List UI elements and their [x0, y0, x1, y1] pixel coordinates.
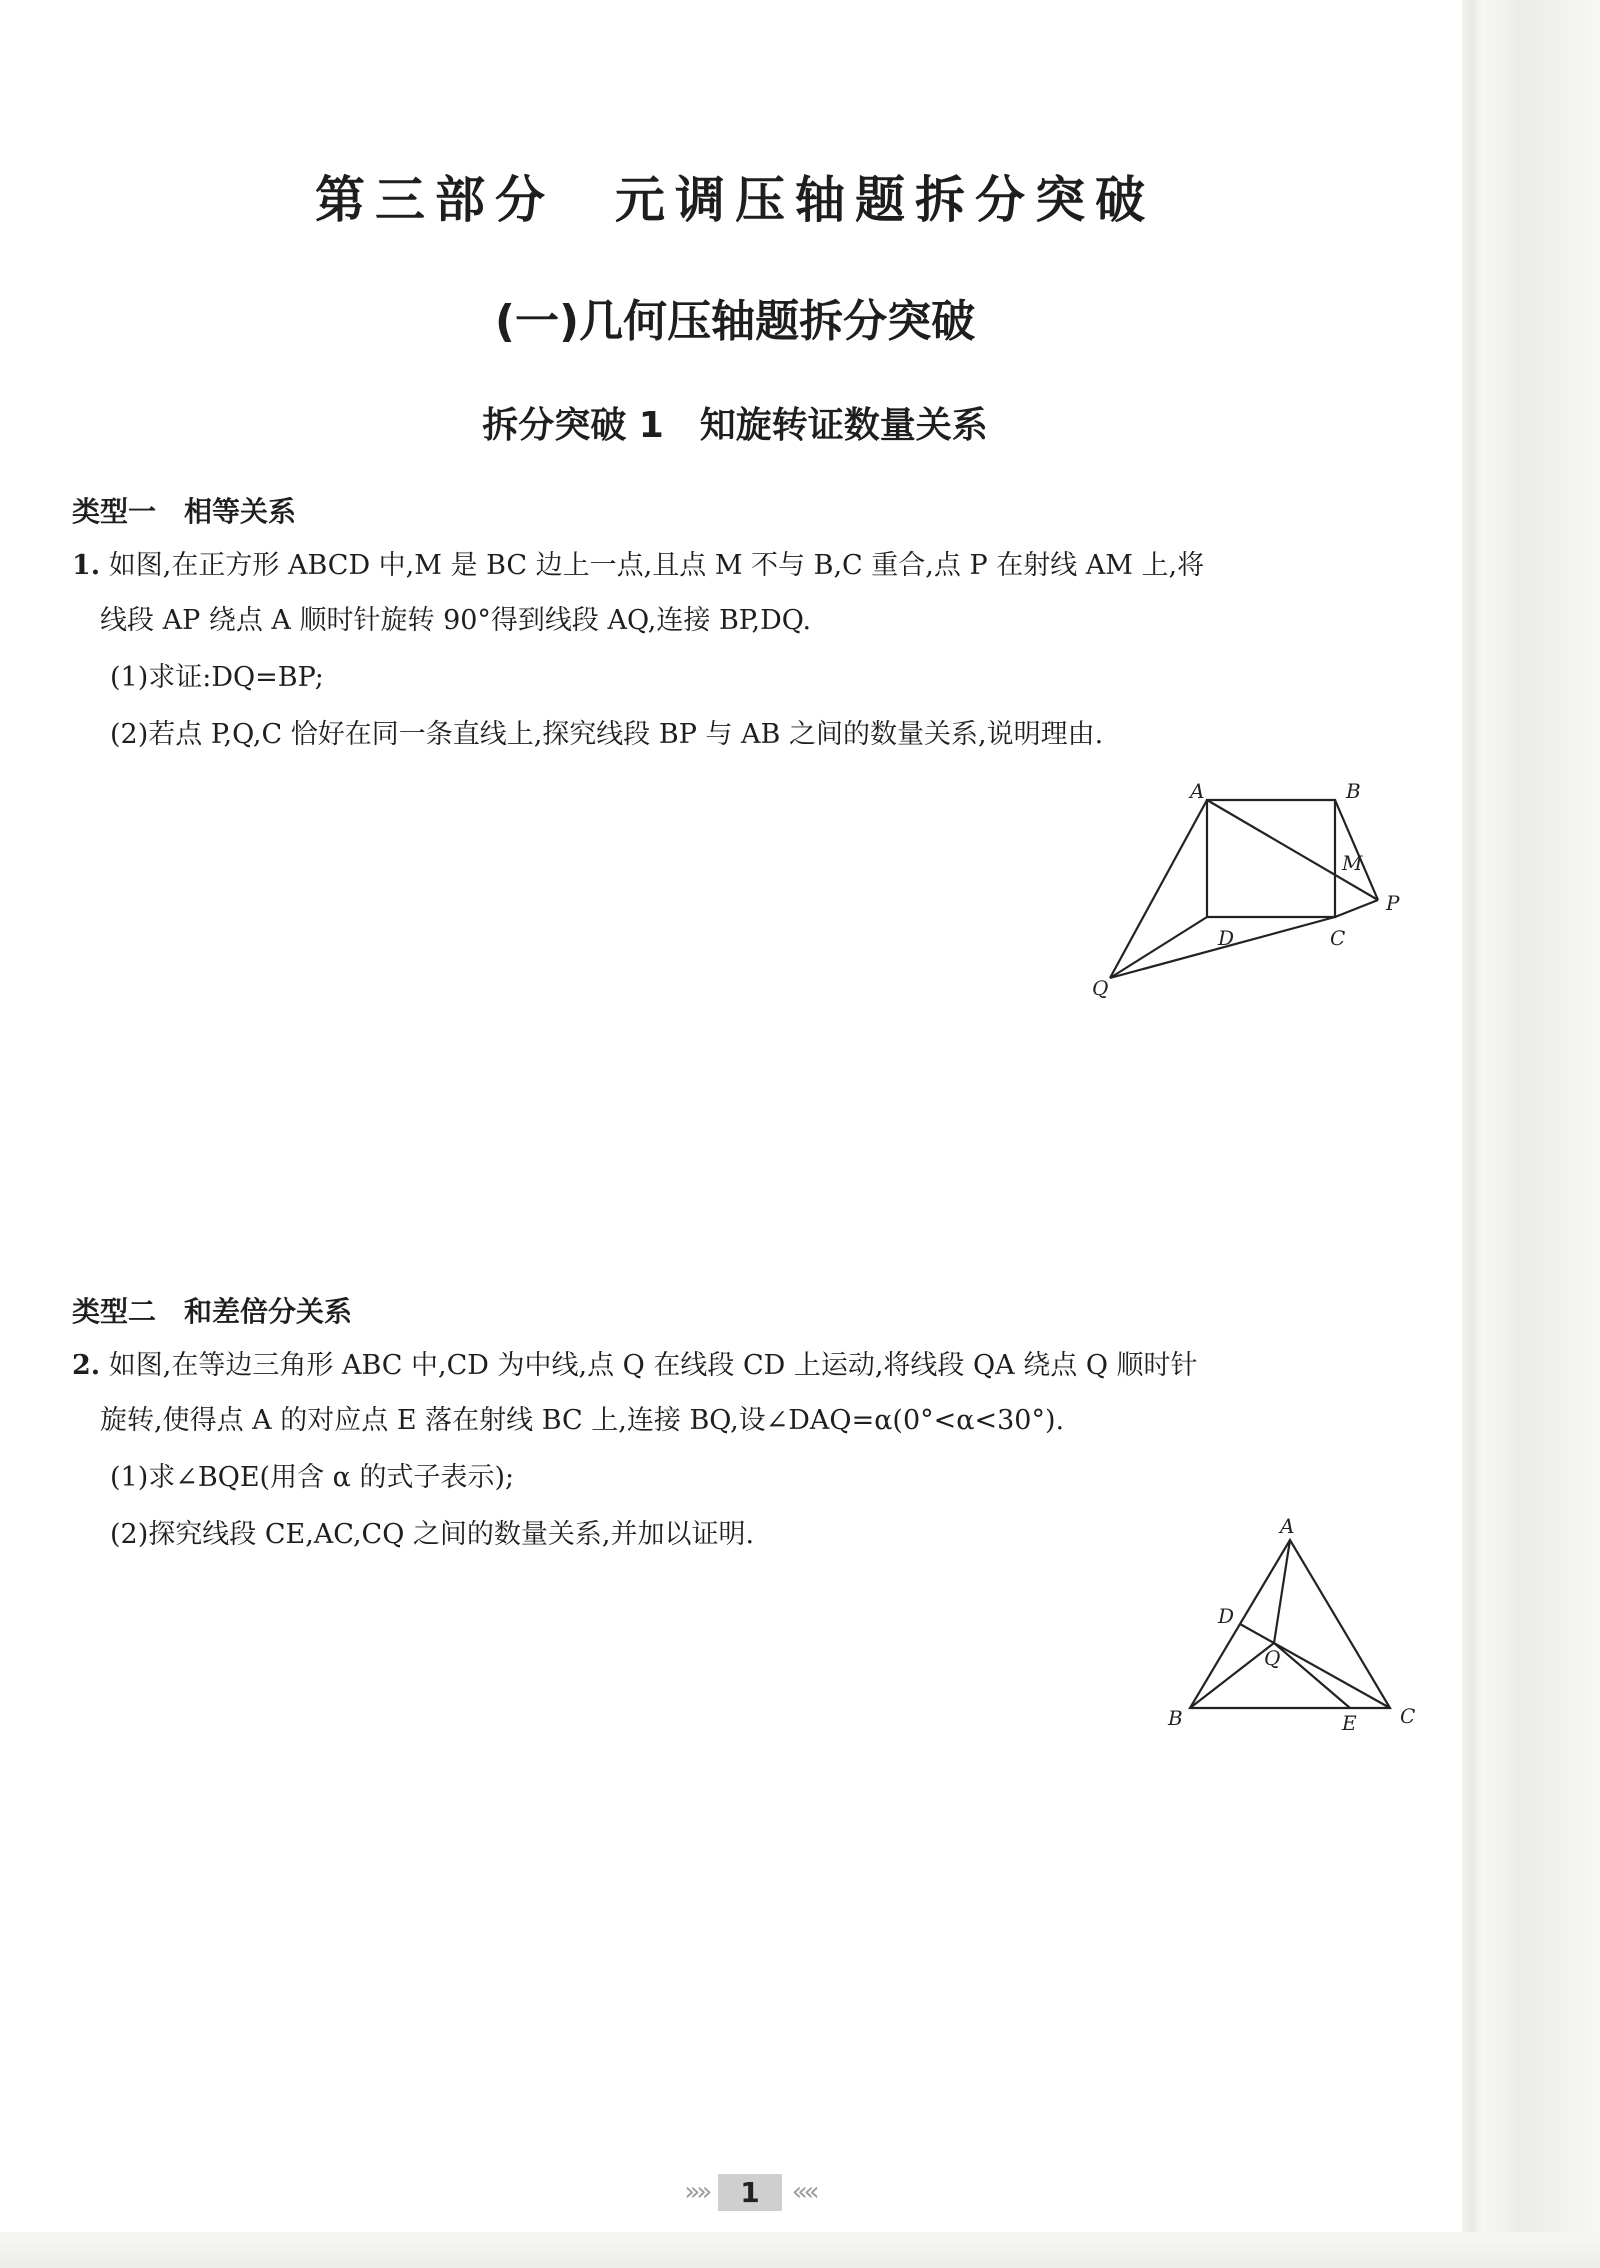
- label-a: A: [1280, 1514, 1295, 1538]
- q2-number: 2.: [72, 1350, 101, 1381]
- scan-edge-right: [1462, 0, 1600, 2268]
- segment-bq: [1190, 1643, 1274, 1708]
- scan-edge-bottom: [0, 2232, 1600, 2268]
- label-p: P: [1386, 891, 1400, 915]
- figure-square-rotation: [1080, 770, 1440, 1010]
- segment-bp: [1335, 800, 1378, 900]
- q1-line1: [72, 543, 1204, 582]
- q2-part2: (2)探究线段 CE,AC,CQ 之间的数量关系,并加以证明.: [110, 1519, 755, 1550]
- type1-heading: 类型一 相等关系: [72, 495, 297, 528]
- footer-right-arrows: ««: [791, 2177, 816, 2207]
- footer-left-arrows: »»: [684, 2177, 709, 2207]
- q1-number: 1.: [72, 550, 101, 581]
- label-c: C: [1330, 926, 1346, 950]
- label-d: D: [1218, 1604, 1235, 1628]
- q1-part2: (2)若点 P,Q,C 恰好在同一条直线上,探究线段 BP 与 AB 之间的数量关系,说明理由.: [110, 719, 1104, 750]
- type2-heading: 类型二 和差倍分关系: [72, 1295, 353, 1328]
- label-b: B: [1346, 779, 1361, 803]
- segment-cp: [1335, 900, 1378, 917]
- q1-line2: 线段 AP 绕点 A 顺时针旋转 90°得到线段 AQ,连接 BP,DQ.: [100, 605, 812, 636]
- segment-aq: [1110, 800, 1207, 978]
- q2-line2: 旋转,使得点 A 的对应点 E 落在射线 BC 上,连接 BQ,设∠DAQ=α(0°<α<30°).: [100, 1405, 1065, 1436]
- label-d: D: [1218, 926, 1235, 950]
- part-title: 第三部分 元调压轴题拆分突破: [315, 170, 1155, 229]
- label-e: E: [1342, 1711, 1357, 1735]
- chapter-title: (一)几何压轴题拆分突破: [494, 296, 976, 347]
- segment-cd: [1240, 1624, 1390, 1708]
- label-a: A: [1190, 779, 1205, 803]
- label-q: Q: [1264, 1646, 1281, 1670]
- label-q: Q: [1092, 976, 1109, 1000]
- label-m: M: [1342, 851, 1363, 875]
- q2-text-line1: 如图,在等边三角形 ABC 中,CD 为中线,点 Q 在线段 CD 上运动,将线段 QA 绕点 Q 顺时针: [108, 1350, 1198, 1381]
- figure-equilateral-triangle: [1150, 1505, 1440, 1745]
- page-number: 1: [718, 2174, 781, 2211]
- q1-part1: (1)求证:DQ=BP;: [110, 662, 324, 693]
- segment-qe: [1274, 1643, 1350, 1708]
- q2-part1: (1)求∠BQE(用含 α 的式子表示);: [110, 1462, 515, 1493]
- section-title: 拆分突破 1 知旋转证数量关系: [482, 405, 988, 446]
- segment-ap: [1207, 800, 1378, 900]
- label-c: C: [1400, 1704, 1416, 1728]
- page-footer: [650, 2170, 850, 2214]
- label-b: B: [1168, 1706, 1183, 1730]
- segment-dq: [1110, 917, 1207, 978]
- square-abcd: [1207, 800, 1335, 917]
- q2-line1: [72, 1343, 1198, 1382]
- q1-text-line1: 如图,在正方形 ABCD 中,M 是 BC 边上一点,且点 M 不与 B,C 重合,点 P 在射线 AM 上,将: [108, 550, 1205, 581]
